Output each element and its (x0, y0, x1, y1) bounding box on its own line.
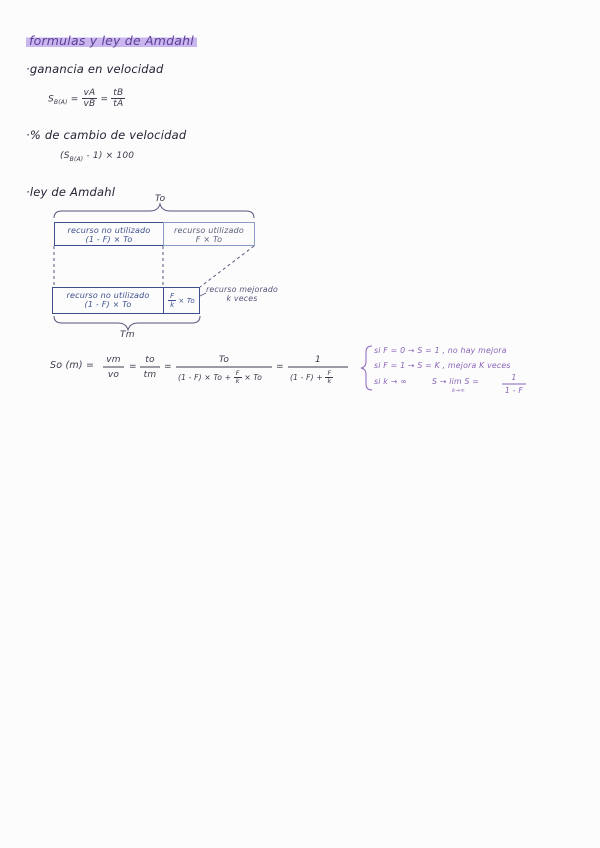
eq-sign: = (100, 94, 109, 105)
note-line: recurso mejorado (206, 285, 278, 294)
case-limit: S → lim S = (432, 377, 480, 386)
case-k-infinity: si k → ∞ (374, 377, 407, 386)
f2-den: tm (143, 370, 157, 380)
frac-num: F (170, 291, 175, 300)
page-title: formulas y ley de Amdahl (26, 33, 197, 48)
fraction-f-over-k (325, 370, 333, 386)
formula-part: - 1) × 100 (86, 151, 135, 161)
eq-sign: = (70, 94, 79, 105)
den-part: × To (244, 372, 263, 382)
case-f-one: si F = 1 → S = K , mejora K veces (374, 361, 511, 370)
improved-resource-note (206, 285, 278, 303)
den-part: (1 - F) + (290, 372, 323, 382)
heading-cambio: ·% de cambio de velocidad (26, 128, 187, 142)
formula-lhs-sub: B(A) (53, 99, 68, 107)
f3-num: To (218, 355, 230, 365)
box-improved-resource (163, 287, 200, 314)
case3-num: 1 (511, 373, 517, 382)
eq-sign: = (129, 362, 137, 372)
case-f-zero: si F = 0 → S = 1 , no hay mejora (374, 346, 507, 355)
heading-amdahl: ·ley de Amdahl (26, 185, 116, 199)
frac-num: vA (83, 88, 96, 98)
fraction-f-over-k (168, 292, 176, 309)
frac-num: tB (113, 88, 124, 98)
heading-ganancia: ·ganancia en velocidad (26, 62, 164, 76)
box-label: recurso no utilizado (67, 226, 151, 235)
frac-den: vB (83, 99, 96, 110)
frac-num: F (235, 369, 240, 377)
frac-den: k (170, 301, 175, 309)
amdahl-lhs: So (m) = (50, 360, 95, 371)
formula-sub: B(A) (69, 155, 84, 163)
box-unused-resource-after (52, 287, 164, 314)
formula-part: (S (60, 151, 70, 161)
box-unused-resource-before (54, 222, 164, 246)
case3-den: 1 - F (504, 386, 524, 395)
frac-den: k (235, 377, 240, 386)
f1-den: vo (107, 370, 120, 380)
eq-sign: = (276, 362, 284, 372)
frac-den: k (327, 377, 332, 386)
f3-den (178, 370, 262, 386)
f4-den (290, 370, 333, 386)
box-formula: (1 - F) × To (84, 300, 132, 309)
box-formula: F × To (195, 235, 223, 244)
box-label: recurso no utilizado (66, 291, 150, 300)
case-limit-sub: k→∞ (452, 388, 465, 394)
f1-num: vm (106, 355, 121, 365)
den-part: (1 - F) × To + (178, 372, 232, 382)
note-line: k veces (226, 294, 258, 303)
fraction-f-over-k (234, 370, 242, 386)
frac-num: F (327, 369, 332, 377)
label-to: To (155, 194, 166, 204)
formula-lhs: S (48, 94, 54, 105)
box-used-resource-before (163, 222, 255, 246)
box-label: recurso utilizado (174, 226, 244, 235)
box-formula: (1 - F) × To (85, 235, 133, 244)
box-formula: × To (178, 296, 195, 305)
f2-num: to (145, 355, 155, 365)
label-tm: Tm (120, 330, 135, 340)
eq-sign: = (164, 362, 172, 372)
frac-den: tA (113, 99, 124, 110)
f4-num: 1 (315, 355, 321, 365)
